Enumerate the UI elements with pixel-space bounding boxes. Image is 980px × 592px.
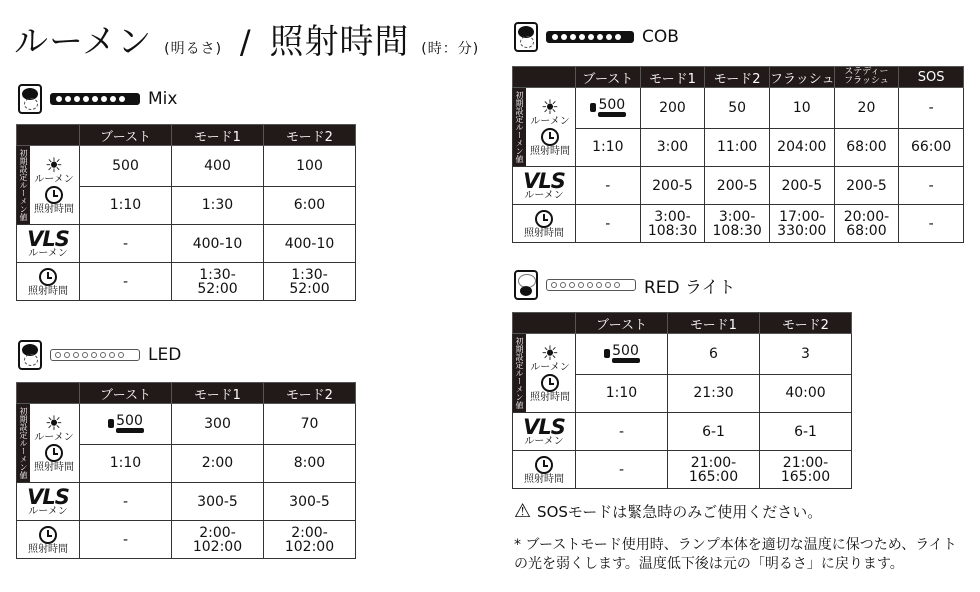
column-header: SOS	[899, 67, 964, 88]
table-cell: 68:00	[834, 128, 899, 167]
cob-title: COB	[642, 27, 679, 47]
clock-icon	[535, 456, 553, 474]
column-header: ブースト	[576, 313, 668, 334]
lamp-icon	[604, 349, 610, 358]
table-cell: 200-5	[834, 167, 899, 205]
table-cell: 21:30	[668, 374, 760, 413]
table-row	[513, 205, 964, 243]
lamp-icon	[590, 103, 596, 112]
row-label	[513, 451, 576, 489]
table-cell: 1:30- 52:00	[264, 263, 356, 301]
sun-icon: ☀	[45, 153, 63, 177]
table-cell: 17:00- 330:00	[769, 205, 834, 243]
table-row	[513, 167, 964, 205]
table-cell: -	[576, 167, 641, 205]
table-cell: 70	[264, 404, 356, 445]
table-row	[17, 404, 356, 445]
table-cell: -	[576, 451, 668, 489]
led-bar-icon	[50, 349, 140, 361]
column-header: モード1	[172, 383, 264, 404]
column-header: モード2	[705, 67, 770, 88]
initial-lumen-side-label: 初期設定ルーメン値	[17, 404, 30, 482]
row-label	[513, 205, 576, 243]
table-cell: 6-1	[668, 413, 760, 451]
column-header: モード1	[668, 313, 760, 334]
row-label-text: 照射時間	[524, 227, 564, 239]
table-row	[17, 225, 356, 263]
led-table	[16, 382, 356, 559]
footnote: * ブーストモード使用時、ランプ本体を適切な温度に保つため、ライトの光を弱くします。温度低下後は元の「明るさ」に戻ります。	[514, 537, 957, 572]
table-cell: 20	[834, 88, 899, 129]
table-cell: 3:00- 108:30	[705, 205, 770, 243]
table-row	[17, 146, 356, 187]
header-corner	[17, 383, 80, 404]
mix-header	[18, 84, 177, 114]
table-cell: 20:00- 68:00	[834, 205, 899, 243]
vls-logo: VLS	[27, 226, 69, 251]
table-row	[513, 413, 852, 451]
title-lumen: ルーメン	[14, 22, 153, 62]
column-header: ブースト	[80, 125, 172, 146]
led-header	[18, 340, 181, 370]
column-header: モード1	[172, 125, 264, 146]
row-label	[17, 225, 80, 263]
row-label	[17, 146, 80, 225]
red-title: RED ライト	[644, 277, 736, 298]
led-bar-icon	[546, 279, 636, 291]
clock-icon	[39, 526, 57, 544]
title-time: 照射時間	[269, 22, 410, 62]
clock-icon	[541, 128, 559, 146]
table-row	[17, 263, 356, 301]
red-table	[512, 312, 852, 489]
table-cell: -	[576, 205, 641, 243]
table-cell: 200	[640, 88, 705, 129]
table-cell: -	[899, 167, 964, 205]
clock-icon	[45, 186, 63, 204]
table-cell: 1:10	[576, 128, 641, 167]
clock-icon	[45, 444, 63, 462]
sun-icon: ☀	[541, 341, 559, 365]
lamp-icon	[18, 340, 42, 370]
table-cell: -	[576, 413, 668, 451]
mix-table	[16, 124, 356, 301]
table-cell: 40:00	[760, 374, 852, 413]
row-label-text: ルーメン	[524, 189, 564, 201]
vls-logo: VLS	[523, 414, 565, 439]
sun-icon: ☀	[45, 411, 63, 435]
warning-text: SOSモードは緊急時のみご使用ください。	[537, 502, 823, 521]
vls-logo: VLS	[523, 168, 565, 193]
vls-logo: VLS	[27, 484, 69, 509]
table-cell: 11:00	[705, 128, 770, 167]
header-corner	[513, 67, 576, 88]
table-cell: 1:10	[576, 374, 668, 413]
column-header: モード2	[264, 125, 356, 146]
column-header: ブースト	[576, 67, 641, 88]
row-label-text: ルーメン	[28, 247, 68, 259]
table-cell: 50	[705, 88, 770, 129]
column-header: フラッシュ	[769, 67, 834, 88]
table-cell: -	[80, 263, 172, 301]
table-cell: 3:00- 108:30	[640, 205, 705, 243]
column-header: ステディー フラッシュ	[834, 67, 899, 88]
row-label-text: 照射時間	[34, 204, 74, 215]
row-label	[17, 483, 80, 521]
boost-lumen-value: 500	[598, 97, 626, 114]
table-row	[17, 483, 356, 521]
page-title	[14, 14, 479, 63]
header-corner	[17, 125, 80, 146]
table-cell: 10	[769, 88, 834, 129]
row-label	[17, 263, 80, 301]
table-cell: -	[899, 205, 964, 243]
boost-lumen-value: 500	[116, 413, 143, 430]
table-cell: 6-1	[760, 413, 852, 451]
clock-icon	[541, 374, 559, 392]
column-header: ブースト	[80, 383, 172, 404]
title-slash: /	[239, 23, 252, 61]
initial-lumen-side-label: 初期設定ルーメン値	[513, 334, 526, 412]
table-row	[513, 128, 964, 167]
boost-lumen-value: 500	[612, 343, 639, 360]
row-label-text: 照射時間	[524, 473, 564, 485]
warning-message	[514, 500, 822, 522]
lamp-icon	[514, 270, 538, 300]
warning-icon: ⚠	[514, 500, 532, 522]
row-label-text: ルーメン	[530, 116, 570, 127]
table-cell: 6:00	[264, 186, 356, 225]
clock-icon	[39, 268, 57, 286]
row-label-text: 照射時間	[530, 392, 570, 403]
table-cell: 1:30	[172, 186, 264, 225]
table-cell	[80, 404, 172, 445]
lamp-icon	[514, 22, 538, 52]
clock-icon	[535, 210, 553, 228]
table-cell: 21:00- 165:00	[668, 451, 760, 489]
table-cell: 204:00	[769, 128, 834, 167]
table-cell: 300	[172, 404, 264, 445]
table-cell: 400	[172, 146, 264, 187]
table-cell: 1:10	[80, 444, 172, 483]
row-label-text: 照射時間	[28, 285, 68, 297]
table-cell: 2:00- 102:00	[172, 521, 264, 559]
title-time-note: (時：分)	[421, 41, 480, 57]
table-cell: 3	[760, 334, 852, 375]
row-label	[17, 521, 80, 559]
sun-icon: ☀	[541, 95, 559, 119]
row-label	[513, 167, 576, 205]
table-cell: 8:00	[264, 444, 356, 483]
table-cell: 2:00	[172, 444, 264, 483]
initial-lumen-side-label: 初期設定ルーメン値	[17, 146, 30, 224]
table-cell	[576, 88, 641, 129]
table-cell: 400-10	[172, 225, 264, 263]
red-header	[514, 270, 736, 300]
row-label-text: ルーメン	[524, 435, 564, 447]
row-label	[513, 413, 576, 451]
table-cell: 200-5	[640, 167, 705, 205]
row-label-text: 照射時間	[28, 543, 68, 555]
row-label	[17, 404, 80, 483]
led-bar-icon	[546, 31, 634, 43]
row-label-text: ルーメン	[28, 505, 68, 517]
cob-table	[512, 66, 964, 243]
row-label-text: ルーメン	[34, 174, 74, 185]
row-label-text: 照射時間	[530, 146, 570, 157]
table-cell: 6	[668, 334, 760, 375]
table-cell: 200-5	[705, 167, 770, 205]
table-cell: 2:00- 102:00	[264, 521, 356, 559]
row-label	[513, 88, 576, 167]
initial-lumen-side-label: 初期設定ルーメン値	[513, 88, 526, 166]
header-corner	[513, 313, 576, 334]
lamp-icon	[18, 84, 42, 114]
row-label-text: ルーメン	[34, 432, 74, 443]
table-cell: 300-5	[264, 483, 356, 521]
table-cell: 1:30- 52:00	[172, 263, 264, 301]
led-bar-icon	[50, 93, 140, 105]
table-cell: 500	[80, 146, 172, 187]
title-lumen-note: (明るさ)	[164, 41, 223, 57]
row-label-text: ルーメン	[530, 362, 570, 373]
table-cell: 100	[264, 146, 356, 187]
column-header: モード2	[760, 313, 852, 334]
table-cell: 400-10	[264, 225, 356, 263]
mix-title: Mix	[148, 89, 178, 109]
led-title: LED	[148, 345, 182, 365]
table-cell: 1:10	[80, 186, 172, 225]
table-cell: 21:00- 165:00	[760, 451, 852, 489]
table-cell: -	[80, 483, 172, 521]
lamp-icon	[108, 419, 114, 428]
cob-header	[514, 22, 679, 52]
row-label	[513, 334, 576, 413]
row-label-text: 照射時間	[34, 462, 74, 473]
table-row	[17, 521, 356, 559]
table-row	[513, 334, 852, 375]
table-cell	[576, 334, 668, 375]
table-cell: -	[80, 521, 172, 559]
table-row	[513, 451, 852, 489]
table-cell: 300-5	[172, 483, 264, 521]
table-row	[513, 88, 964, 129]
table-cell: -	[80, 225, 172, 263]
table-cell: 200-5	[769, 167, 834, 205]
table-cell: 3:00	[640, 128, 705, 167]
table-cell: 66:00	[899, 128, 964, 167]
column-header: モード2	[264, 383, 356, 404]
column-header: モード1	[640, 67, 705, 88]
table-cell: -	[899, 88, 964, 129]
